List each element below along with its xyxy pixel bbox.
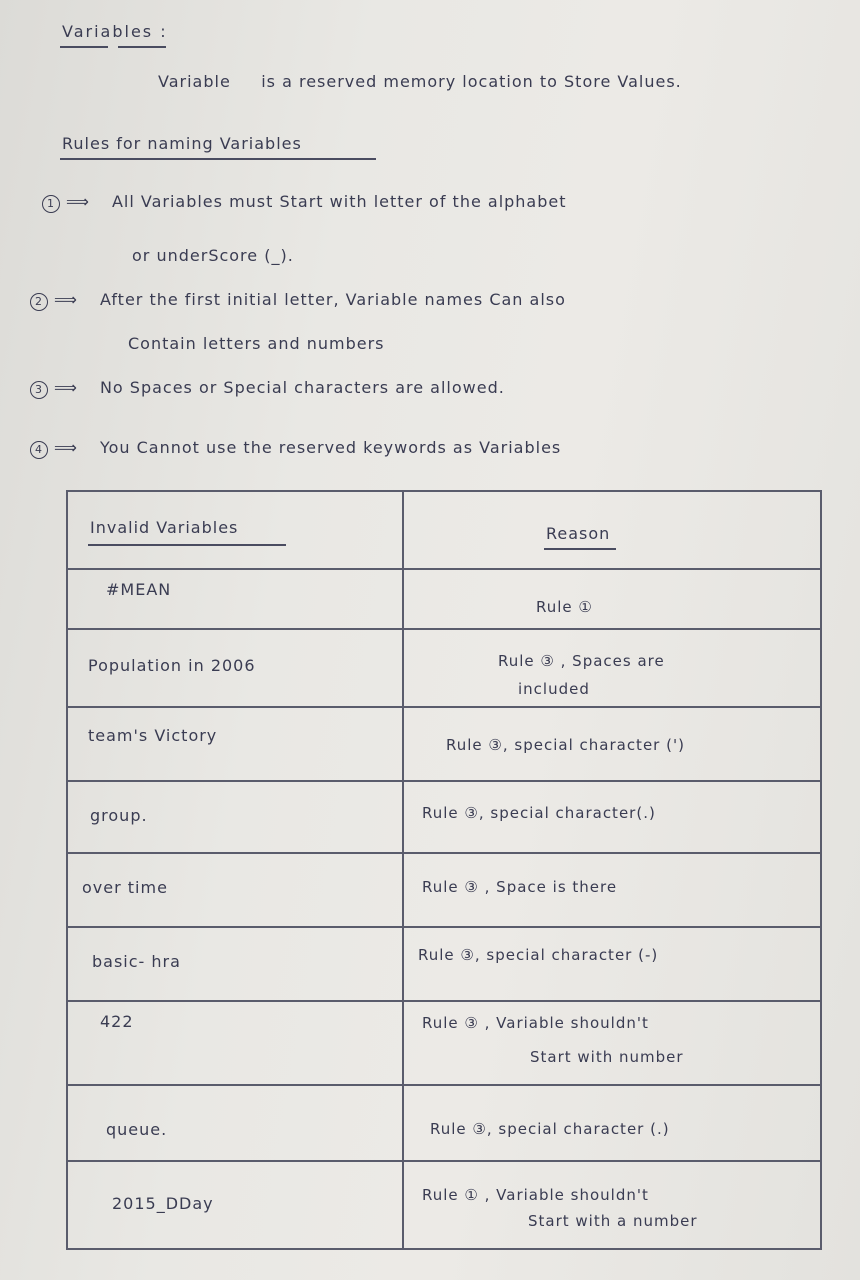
reason-cell-continued: included [518, 680, 590, 698]
page-title: Variables : [62, 22, 168, 41]
rule-number-1: 1 [42, 195, 60, 213]
definition-subject: Variable [158, 72, 231, 91]
row-divider [66, 852, 822, 854]
rule-2 [30, 290, 566, 311]
variable-cell: basic- hra [92, 952, 181, 971]
rule-1 [42, 192, 567, 213]
variable-cell: over time [82, 878, 168, 897]
header-invalid-variables: Invalid Variables [90, 518, 239, 537]
table-column-divider [402, 490, 404, 1250]
table-border-bottom [66, 1248, 822, 1250]
definition-text: is a reserved memory location to Store Values. [261, 72, 682, 91]
reason-cell: Rule ① [536, 598, 593, 616]
row-divider [66, 568, 822, 570]
reason-cell: Rule ③, special character (-) [418, 946, 659, 964]
reason-cell: Rule ③ , Space is there [422, 878, 618, 896]
table-border-left [66, 490, 68, 1250]
rule-3 [30, 378, 505, 399]
reason-cell-continued: Start with a number [528, 1212, 698, 1230]
reason-cell: Rule ③ , Spaces are [498, 652, 665, 670]
rule-number-4: 4 [30, 441, 48, 459]
reason-cell: Rule ③, special character (.) [430, 1120, 670, 1138]
row-divider [66, 1160, 822, 1162]
reason-cell-continued: Start with number [530, 1048, 684, 1066]
rules-heading: Rules for naming Variables [62, 134, 302, 153]
rule-2-continued: Contain letters and numbers [128, 334, 385, 353]
rule-number-3: 3 [30, 381, 48, 399]
rule-number-2: 2 [30, 293, 48, 311]
header-reason: Reason [546, 524, 611, 543]
header-left-underline [88, 544, 286, 546]
variable-cell: 2015_DDay [112, 1194, 214, 1213]
variable-cell: queue. [106, 1120, 168, 1139]
reason-cell: Rule ③ , Variable shouldn't [422, 1014, 649, 1032]
row-divider [66, 1084, 822, 1086]
row-divider [66, 628, 822, 630]
title-underline-2 [118, 46, 166, 48]
rule-3-text: No Spaces or Special characters are allowed. [99, 378, 505, 397]
row-divider [66, 706, 822, 708]
header-right-underline [544, 548, 616, 550]
table-border-right [820, 490, 822, 1250]
arrow-icon: ⟹ [54, 290, 78, 309]
rules-heading-underline [60, 158, 376, 160]
variable-cell: team's Victory [88, 726, 218, 745]
arrow-icon: ⟹ [54, 438, 78, 457]
invalid-variables-table [66, 490, 822, 1250]
variable-cell: 422 [100, 1012, 134, 1031]
row-divider [66, 926, 822, 928]
reason-cell: Rule ① , Variable shouldn't [422, 1186, 649, 1204]
table-border-top [66, 490, 822, 492]
reason-cell: Rule ③, special character (') [446, 736, 685, 754]
row-divider [66, 780, 822, 782]
row-divider [66, 1000, 822, 1002]
rule-1-continued: or underScore (_). [132, 246, 294, 265]
variable-cell: group. [90, 806, 148, 825]
rule-4-text: You Cannot use the reserved keywords as Variables [99, 438, 562, 457]
rule-1-text: All Variables must Start with letter of the alphabet [111, 192, 567, 211]
title-underline [60, 46, 108, 48]
reason-cell: Rule ③, special character(.) [422, 804, 656, 822]
arrow-icon: ⟹ [54, 378, 78, 397]
rule-2-text: After the first initial letter, Variable names Can also [99, 290, 566, 309]
variable-cell: #MEAN [106, 580, 172, 599]
variable-cell: Population in 2006 [88, 656, 256, 675]
arrow-icon: ⟹ [66, 192, 90, 211]
definition [158, 72, 682, 91]
rule-4 [30, 438, 561, 459]
